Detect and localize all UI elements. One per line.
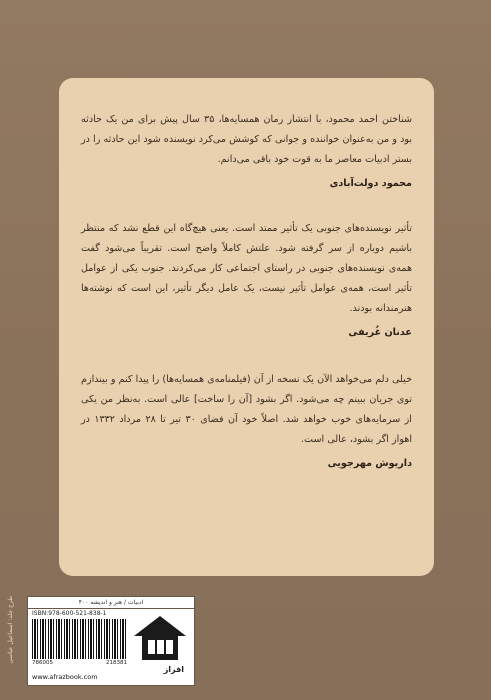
quote-block-3 xyxy=(81,370,412,469)
afraz-house-logo-icon xyxy=(132,614,188,664)
publisher-website: www.afrazbook.com xyxy=(32,673,98,681)
barcode-icon xyxy=(32,619,127,659)
barcode-digits-right: 218381 xyxy=(106,660,127,666)
quote-block-2 xyxy=(81,219,412,338)
quote-text-3: خیلی دلم می‌خواهد الآن یک نسخه از آن (فیلمنامه‌ی همسایه‌ها) را پیدا کنم و بیندازم توی جریان ببینم چه می‌شود. اگر بشود [آن را ساخت] عالی است. به‌نظر من یکی از سرمایه‌های خوب خواهد شد. اصلاً خود آن فضای ۳۰ تیر تا ۲۸ مرداد ۱۳۳۲ در اهواز اگر بشود، عالی است. xyxy=(81,374,412,445)
barcode-digits-left: 786005 xyxy=(32,660,53,666)
quote-text-2: تأثیر نویسنده‌های جنوبی یک تأثیر ممتد است. یعنی هیچ‌گاه این قطع نشد که منتظر باشیم دوباره از سر گرفته شود. علتش کاملاً واضح است. تقریباً می‌شود گفت همه‌ی نویسنده‌های جنوبی در راستای اجتماعی کار می‌کردند. جنوب یکی از عوامل تأثیر است، همه‌ی عوامل تأثیر نیست، یک عامل دیگر تأثیر، این است که نوشته‌ها هنرمندانه بودند. xyxy=(81,223,412,314)
cover-designer-note: طرح جلد: اسماعیل عباسی xyxy=(7,596,14,664)
quote-author-1: محمود دولت‌آبادی xyxy=(329,178,412,189)
quotes-panel xyxy=(59,78,434,576)
quote-block-1 xyxy=(81,110,412,189)
isbn-barcode-box xyxy=(27,596,195,686)
barcode-digits xyxy=(32,660,127,666)
quote-text-1: شناختن احمد محمود، با انتشار رمان همسایه‌ها، ۳۵ سال پیش برای من یک حادثه بود و من به‌عنوان خواننده و جوانی که کوشش می‌کرد نویسنده شود این حادثه را در بستر ادبیات معاصر ما به قوت خود باقی می‌دانم. xyxy=(81,114,412,165)
quote-author-2: عدنان غُریفی xyxy=(348,327,412,338)
quote-author-3: داریوش مهرجویی xyxy=(327,458,412,469)
publisher-logo-text: افراز xyxy=(163,665,184,674)
category-strip: ادبیات / هنر و اندیشه ۴۰۰ xyxy=(28,597,194,609)
isbn-label: ISBN:978-600-521-838-1 xyxy=(32,610,107,617)
